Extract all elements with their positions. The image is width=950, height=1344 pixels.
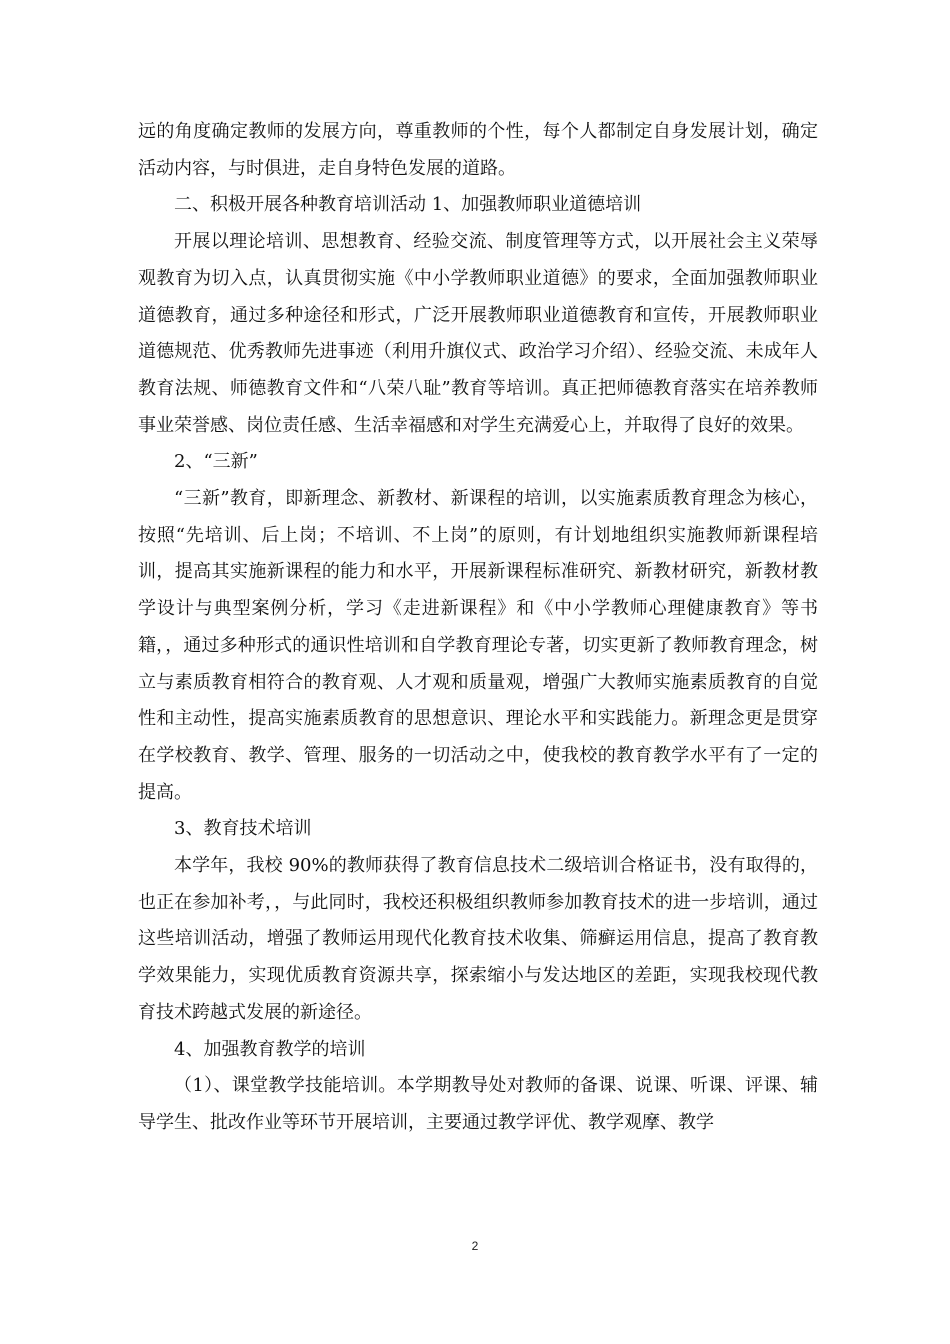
section-heading: 4、加强教育教学的培训 bbox=[174, 1038, 366, 1060]
paragraph: 开展以理论培训、思想教育、经验交流、制度管理等方式，以开展社会主义荣辱观教育为切入点，认真贯彻实施《中小学教师职业道德》的要求，全面加强教师职业道德教育，通过多种途径和形式，广泛开展教师职业道德教育和宣传，开展教师职业道德规范、优秀教师先进事迹（利用升旗仪式、政治学习介绍）、经验交流、未成年人教育法规、师德教育文件和“八荣八耻”教育等培训。真正把师德教育落实在培养教师事业荣誉感、岗位责任感、生活幸福感和对学生充满爱心上，并取得了良好的效果。 bbox=[138, 231, 818, 436]
document-body bbox=[138, 114, 818, 1142]
section-heading: 2、“三新” bbox=[174, 451, 258, 473]
paragraph: （1）、课堂教学技能培训。本学期教导处对教师的备课、说课、听课、评课、辅导学生、批改作业等环节开展培训，主要通过教学评优、教学观摩、教学 bbox=[138, 1075, 818, 1133]
paragraph: “三新”教育，即新理念、新教材、新课程的培训，以实施素质教育理念为核心，按照“先培训、后上岗；不培训、不上岗”的原则，有计划地组织实施教师新课程培训，提高其实施新课程的能力和水平，开展新课程标准研究、新教材研究，新教材教学设计与典型案例分析，学习《走进新课程》和《中小学教师心理健康教育》等书籍，，通过多种形式的通识性培训和自学教育理论专著，切实更新了教师教育理念，树立与素质教育相符合的教育观、人才观和质量观，增强广大教师实施素质教育的自觉性和主动性，提高实施素质教育的思想意识、理论水平和实践能力。新理念更是贯穿在学校教育、教学、管理、服务的一切活动之中，使我校的教育教学水平有了一定的提高。 bbox=[138, 488, 818, 803]
paragraph: 远的角度确定教师的发展方向，尊重教师的个性，每个人都制定自身发展计划，确定活动内容，与时俱进，走自身特色发展的道路。 bbox=[138, 121, 818, 179]
section-heading: 3、教育技术培训 bbox=[174, 818, 312, 840]
paragraph: 本学年，我校 90%的教师获得了教育信息技术二级培训合格证书，没有取得的，也正在参加补考，，与此同时，我校还积极组织教师参加教育技术的进一步培训，通过这些培训活动，增强了教师运用现代化教育技术收集、筛癣运用信息，提高了教育教学效果能力，实现优质教育资源共享，探索缩小与发达地区的差距，实现我校现代教育技术跨越式发展的新途径。 bbox=[138, 855, 818, 1023]
page-number: 2 bbox=[471, 1239, 479, 1253]
section-heading: 二、积极开展各种教育培训活动 1、加强教师职业道德培训 bbox=[174, 194, 642, 216]
